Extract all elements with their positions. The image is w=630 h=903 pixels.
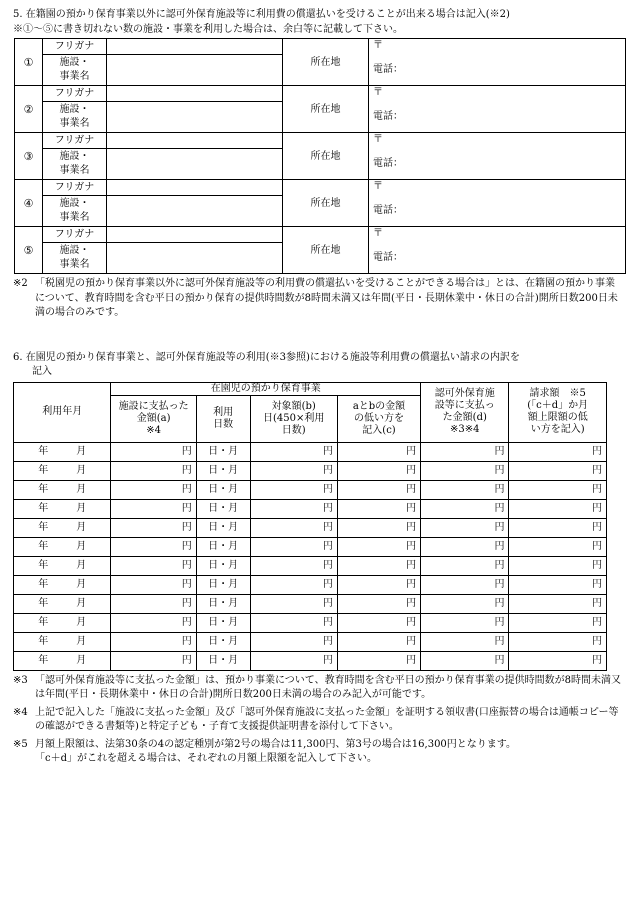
address-field[interactable]: [369, 86, 626, 133]
target-amount-cell[interactable]: 円: [250, 461, 337, 480]
postal-mark: 〒: [373, 87, 383, 98]
header-unlicensed: 認可外保育施 設等に支払っ た金額(d) ※3※4: [421, 382, 509, 442]
target-amount-cell[interactable]: 円: [250, 575, 337, 594]
year-month-cell[interactable]: 年 月: [14, 480, 111, 499]
address-field[interactable]: [369, 180, 626, 227]
facility-row: [15, 86, 626, 102]
target-amount-cell[interactable]: 円: [250, 556, 337, 575]
furigana-label: フリガナ: [43, 227, 107, 243]
claim-amount-cell[interactable]: 円: [509, 556, 607, 575]
table-row: [14, 499, 607, 518]
furigana-label: フリガナ: [43, 180, 107, 196]
furigana-field[interactable]: [107, 86, 283, 102]
unlicensed-amount-cell[interactable]: 円: [421, 651, 509, 670]
lower-amount-cell[interactable]: 円: [337, 613, 420, 632]
claim-amount-cell[interactable]: 円: [509, 651, 607, 670]
claim-amount-cell[interactable]: 円: [509, 480, 607, 499]
table-row: [14, 632, 607, 651]
unlicensed-amount-cell[interactable]: 円: [421, 556, 509, 575]
header-target: 対象額(b) 日(450×利用 日数): [250, 395, 337, 442]
unlicensed-amount-cell[interactable]: 円: [421, 442, 509, 461]
unlicensed-amount-cell[interactable]: 円: [421, 594, 509, 613]
postal-mark: 〒: [373, 134, 383, 145]
furigana-label: フリガナ: [43, 133, 107, 149]
facility-row: [15, 180, 626, 196]
tel-label: 電話：: [373, 252, 403, 263]
section5-note: ※①～⑤に書き切れない数の施設・事業を利用した場合は、余白等に記載して下さい。: [13, 23, 403, 35]
header-group: 在園児の預かり保育事業: [111, 382, 421, 395]
days-cell[interactable]: 日・月: [196, 556, 250, 575]
table-row: [14, 651, 607, 670]
header-year-month: 利用年月: [14, 382, 111, 442]
note-2: ※2 「税園児の預かり保育事業以外に認可外保育施設等の利用費の償還払いを受けることができる場合は」とは、在籍園の預かり事業について、教育時間を含む平日の預かり保育の提供時間数が8時間未満又は年間(平日・長期休業中・休日の合計)開所日数200日未満の場合のみです。: [13, 278, 618, 318]
unlicensed-amount-cell[interactable]: 円: [421, 537, 509, 556]
header-paid: 施設に支払った 金額(a) ※4: [111, 395, 196, 442]
unlicensed-amount-cell[interactable]: 円: [421, 518, 509, 537]
days-cell[interactable]: 日・月: [196, 575, 250, 594]
note-5: ※5 月額上限額は、法第30条の4の認定種別が第2号の場合は11,300円、第3号の場合は16,300円となります。 「c＋d」がこれを超える場合は、それぞれの月額上限額を記入して下さい。: [13, 738, 516, 764]
unlicensed-amount-cell[interactable]: 円: [421, 575, 509, 594]
section6-heading: 6. 在園児の預かり保育事業と、認可外保育施設等の利用(※3参照)における施設等利用費の償還払い請求の内訳を: [13, 351, 520, 363]
furigana-label: フリガナ: [43, 86, 107, 102]
facility-name-field[interactable]: [107, 149, 283, 180]
paid-amount-cell[interactable]: 円: [111, 480, 196, 499]
days-cell[interactable]: 日・月: [196, 537, 250, 556]
paid-amount-cell[interactable]: 円: [111, 556, 196, 575]
year-month-cell[interactable]: 年 月: [14, 575, 111, 594]
facility-number: ②: [15, 86, 43, 133]
tel-label: 電話：: [373, 205, 403, 216]
claim-amount-cell[interactable]: 円: [509, 442, 607, 461]
claim-amount-cell[interactable]: 円: [509, 461, 607, 480]
paid-amount-cell[interactable]: 円: [111, 575, 196, 594]
claim-amount-cell[interactable]: 円: [509, 537, 607, 556]
tel-label: 電話：: [373, 64, 403, 75]
tel-label: 電話：: [373, 158, 403, 169]
lower-amount-cell[interactable]: 円: [337, 594, 420, 613]
days-cell[interactable]: 日・月: [196, 442, 250, 461]
claim-amount-cell[interactable]: 円: [509, 518, 607, 537]
days-cell[interactable]: 日・月: [196, 480, 250, 499]
facility-name-field[interactable]: [107, 196, 283, 227]
target-amount-cell[interactable]: 円: [250, 613, 337, 632]
unlicensed-amount-cell[interactable]: 円: [421, 461, 509, 480]
location-label: 所在地: [283, 227, 369, 274]
furigana-field[interactable]: [107, 133, 283, 149]
facility-name-field[interactable]: [107, 55, 283, 86]
days-cell[interactable]: 日・月: [196, 594, 250, 613]
days-cell[interactable]: 日・月: [196, 651, 250, 670]
lower-amount-cell[interactable]: 円: [337, 632, 420, 651]
year-month-cell[interactable]: 年 月: [14, 518, 111, 537]
header-claim: 請求額 ※5 (「c＋d」か月 額上限額の低 い方を記入): [509, 382, 607, 442]
table-row: [14, 442, 607, 461]
header-lower: aとbの金額 の低い方を 記入(c): [337, 395, 420, 442]
header-days: 利用 日数: [196, 395, 250, 442]
name-label: 施設・ 事業名: [43, 55, 107, 86]
table-row: [14, 461, 607, 480]
facility-name-field[interactable]: [107, 102, 283, 133]
facility-number: ①: [15, 39, 43, 86]
expense-table: [13, 382, 607, 671]
name-label: 施設・ 事業名: [43, 243, 107, 274]
lower-amount-cell[interactable]: 円: [337, 442, 420, 461]
table-row: [14, 556, 607, 575]
name-label: 施設・ 事業名: [43, 196, 107, 227]
target-amount-cell[interactable]: 円: [250, 632, 337, 651]
note-3: ※3 「認可外保育施設等に支払った金額」は、預かり事業について、教育時間を含む平日の預かり保育事業の提供時間数が8時間未満又は年間(平日・長期休業中・休日の合計)開所日数200日未満の場合のみ記入が可能です。: [13, 674, 621, 700]
name-label: 施設・ 事業名: [43, 149, 107, 180]
paid-amount-cell[interactable]: 円: [111, 632, 196, 651]
postal-mark: 〒: [373, 40, 383, 51]
year-month-cell[interactable]: 年 月: [14, 594, 111, 613]
facility-table: [14, 38, 626, 274]
year-month-cell[interactable]: 年 月: [14, 556, 111, 575]
lower-amount-cell[interactable]: 円: [337, 499, 420, 518]
facility-row: [15, 227, 626, 243]
unlicensed-amount-cell[interactable]: 円: [421, 499, 509, 518]
lower-amount-cell[interactable]: 円: [337, 537, 420, 556]
section5-heading: 5. 在籍園の預かり保育事業以外に認可外保育施設等に利用費の償還払いを受けることが出来る場合は記入(※2): [13, 9, 510, 20]
table-row: [14, 480, 607, 499]
claim-amount-cell[interactable]: 円: [509, 632, 607, 651]
year-month-cell[interactable]: 年 月: [14, 461, 111, 480]
table-row: [14, 594, 607, 613]
target-amount-cell[interactable]: 円: [250, 651, 337, 670]
postal-mark: 〒: [373, 181, 383, 192]
section6-heading-cont: 記入: [32, 366, 52, 377]
table-row: [14, 613, 607, 632]
target-amount-cell[interactable]: 円: [250, 442, 337, 461]
target-amount-cell[interactable]: 円: [250, 480, 337, 499]
paid-amount-cell[interactable]: 円: [111, 594, 196, 613]
facility-name-field[interactable]: [107, 243, 283, 274]
facility-number: ④: [15, 180, 43, 227]
target-amount-cell[interactable]: 円: [250, 594, 337, 613]
year-month-cell[interactable]: 年 月: [14, 651, 111, 670]
address-field[interactable]: [369, 133, 626, 180]
unlicensed-amount-cell[interactable]: 円: [421, 613, 509, 632]
year-month-cell[interactable]: 年 月: [14, 537, 111, 556]
facility-row: [15, 39, 626, 55]
address-field[interactable]: [369, 227, 626, 274]
days-cell[interactable]: 日・月: [196, 518, 250, 537]
facility-row: [15, 133, 626, 149]
furigana-field[interactable]: [107, 39, 283, 55]
unlicensed-amount-cell[interactable]: 円: [421, 480, 509, 499]
target-amount-cell[interactable]: 円: [250, 499, 337, 518]
days-cell[interactable]: 日・月: [196, 461, 250, 480]
location-label: 所在地: [283, 86, 369, 133]
year-month-cell[interactable]: 年 月: [14, 499, 111, 518]
year-month-cell[interactable]: 年 月: [14, 632, 111, 651]
lower-amount-cell[interactable]: 円: [337, 556, 420, 575]
paid-amount-cell[interactable]: 円: [111, 499, 196, 518]
days-cell[interactable]: 日・月: [196, 499, 250, 518]
claim-amount-cell[interactable]: 円: [509, 594, 607, 613]
days-cell[interactable]: 日・月: [196, 613, 250, 632]
paid-amount-cell[interactable]: 円: [111, 518, 196, 537]
paid-amount-cell[interactable]: 円: [111, 537, 196, 556]
claim-amount-cell[interactable]: 円: [509, 613, 607, 632]
lower-amount-cell[interactable]: 円: [337, 461, 420, 480]
location-label: 所在地: [283, 133, 369, 180]
note-4: ※4 上記で記入した「施設に支払った金額」及び「認可外保育施設に支払った金額」を証明する領収書(口座振替の場合は通帳コピー等の確認ができる書類等)と特定子ども・子育て支援提供証明書を添付して下さい。: [13, 706, 619, 732]
furigana-field[interactable]: [107, 180, 283, 196]
tel-label: 電話：: [373, 111, 403, 122]
location-label: 所在地: [283, 180, 369, 227]
furigana-field[interactable]: [107, 227, 283, 243]
days-cell[interactable]: 日・月: [196, 632, 250, 651]
claim-amount-cell[interactable]: 円: [509, 575, 607, 594]
facility-number: ③: [15, 133, 43, 180]
paid-amount-cell[interactable]: 円: [111, 651, 196, 670]
lower-amount-cell[interactable]: 円: [337, 480, 420, 499]
location-label: 所在地: [283, 39, 369, 86]
paid-amount-cell[interactable]: 円: [111, 461, 196, 480]
paid-amount-cell[interactable]: 円: [111, 613, 196, 632]
postal-mark: 〒: [373, 228, 383, 239]
address-field[interactable]: [369, 39, 626, 86]
claim-amount-cell[interactable]: 円: [509, 499, 607, 518]
unlicensed-amount-cell[interactable]: 円: [421, 632, 509, 651]
facility-number: ⑤: [15, 227, 43, 274]
table-row: [14, 518, 607, 537]
table-row: [14, 537, 607, 556]
paid-amount-cell[interactable]: 円: [111, 442, 196, 461]
name-label: 施設・ 事業名: [43, 102, 107, 133]
lower-amount-cell[interactable]: 円: [337, 575, 420, 594]
lower-amount-cell[interactable]: 円: [337, 518, 420, 537]
furigana-label: フリガナ: [43, 39, 107, 55]
lower-amount-cell[interactable]: 円: [337, 651, 420, 670]
target-amount-cell[interactable]: 円: [250, 518, 337, 537]
year-month-cell[interactable]: 年 月: [14, 442, 111, 461]
table-row: [14, 575, 607, 594]
year-month-cell[interactable]: 年 月: [14, 613, 111, 632]
target-amount-cell[interactable]: 円: [250, 537, 337, 556]
